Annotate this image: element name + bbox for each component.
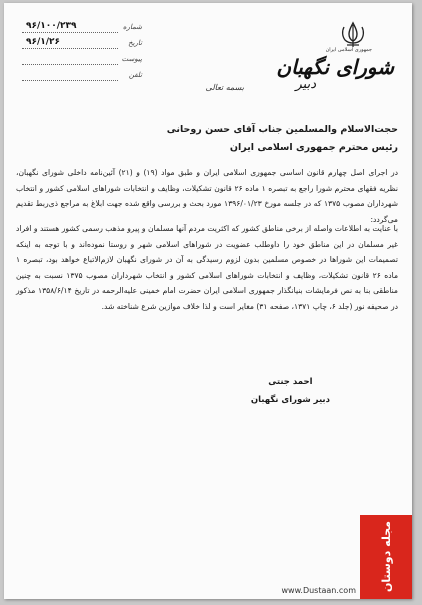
- watermark-logo: [360, 515, 412, 599]
- meta-row-phone: [22, 69, 142, 85]
- watermark-url: www.Dustaan.com: [281, 586, 356, 595]
- letter-meta: [22, 21, 142, 85]
- salutation: بسمه تعالی: [205, 83, 244, 92]
- letter-number: ۹۶/۱۰۰/۲۳۹: [26, 21, 77, 31]
- addressee-title: رئیس محترم جمهوری اسلامی ایران: [229, 142, 398, 153]
- meta-dotted-line: [22, 32, 118, 33]
- body-paragraph-2: با عنایت به اطلاعات واصله از برخی مناطق کشور که اکثریت مردم آنها مسلمان و پیرو مذهب رسمی کشور هستند و افراد غیر مسلمان در این مناطق خود را داوطلب عضویت در شوراهای اسلامی شهر و روستا نموده‌اند و با توجه به اینکه تصمیمات این شوراها در خصوص مسلمین بدون لزوم رسیدگی به آن در شورای نگهبان لازم‌الاتباع خواهد بود، تبصره ۱ ماده ۲۶ قانون تشکیلات، وظایف و انتخابات شوراهای اسلامی کشور و انتخاب شهرداران مصوب ۱۳۷۵ نسبت به چنین مناطقی بنا به نص فرمایشات بنیانگذار جمهوری اسلامی ایران حضرت امام خمینی علیه‌الرحمه در تاریخ ۱۳۵۸/۶/۱۴ مذکور در صحیفه نور (جلد ۶، چاپ ۱۳۷۱، صفحه ۳۱) مغایر است و لذا خلاف موازین شرع شناخته شد.: [16, 224, 399, 311]
- emblem-caption: جمهوری اسلامی ایران: [325, 47, 372, 53]
- signatory-name: احمد جنتی: [268, 377, 313, 387]
- signatory-title: دبیر شورای نگهبان: [250, 395, 330, 405]
- document-page: [4, 3, 412, 599]
- watermark-brand: مجله دوستان: [379, 521, 393, 593]
- addressee-name: حجت‌الاسلام والمسلمین جناب آقای حسن روحانی: [166, 124, 398, 135]
- body-paragraph-1: در اجرای اصل چهارم قانون اساسی جمهوری اسلامی ایران و طبق مواد (۱۹) و (۲۱) آئین‌نامه داخلی شورای نگهبان، نظریه فقهای محترم شورا راجع به تبصره ۱ ماده ۲۶ قانون تشکیلات، وظایف و انتخابات شوراهای اسلامی کشور و انتخاب شهرداران مصوب ۱۳۷۵ که در جلسه مورخ ۱۳۹۶/۰۱/۲۳ مورد بحث و بررسی واقع شده جهت ابلاغ به مراجع ذی‌ربط تقدیم می‌گردد:: [16, 168, 399, 224]
- organization-logo-text: شورای نگهبان: [276, 55, 394, 79]
- addressee-block: [18, 121, 398, 157]
- organization-logo-subtitle: دبیر: [295, 77, 316, 92]
- meta-row-attachment: [22, 53, 142, 69]
- meta-row-number: [22, 21, 142, 37]
- meta-row-date: [22, 37, 142, 53]
- meta-label: تلفن: [128, 71, 142, 79]
- meta-dotted-line: [22, 48, 118, 49]
- iran-emblem-icon: [338, 21, 368, 49]
- meta-label: پیوست: [121, 55, 142, 63]
- meta-label: تاریخ: [128, 39, 142, 47]
- meta-dotted-line: [22, 80, 118, 81]
- meta-dotted-line: [22, 64, 118, 65]
- meta-label: شماره: [122, 23, 142, 31]
- letter-date: ۹۶/۱/۲۶: [26, 37, 61, 47]
- signature-block: [251, 373, 330, 409]
